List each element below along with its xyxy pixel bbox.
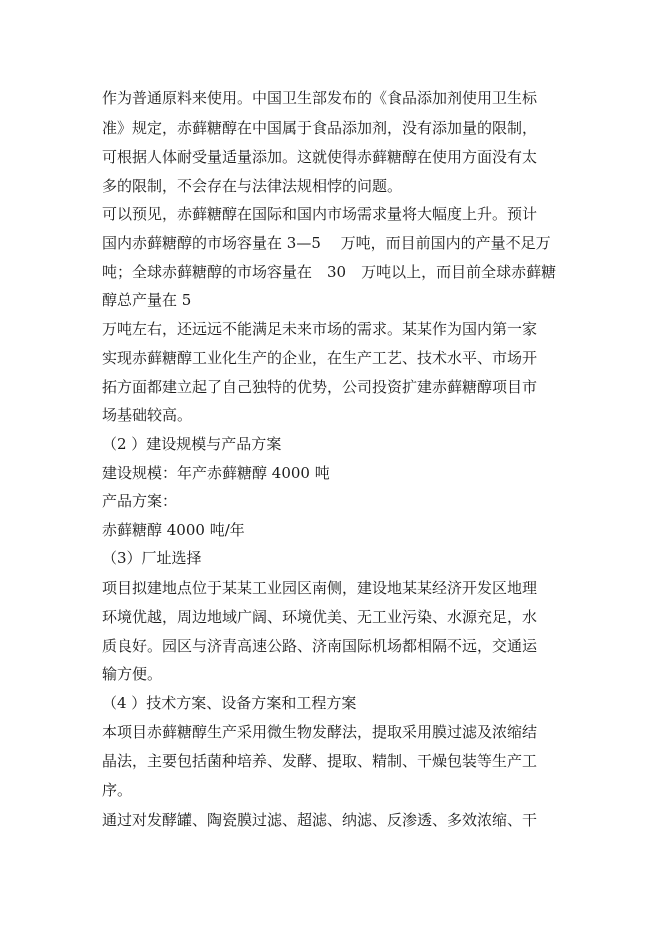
text-line: 环境优越，周边地域广阔、环境优美、无工业污染、水源充足，水 <box>102 608 538 626</box>
text-line: 晶法，主要包括菌种培养、发酵、提取、精制、干燥包装等生产工 <box>102 752 538 770</box>
text-line: 万吨左右，还远远不能满足未来市场的需求。某某作为国内第一家 <box>102 320 538 338</box>
text-line: 本项目赤藓糖醇生产采用微生物发酵法，提取采用膜过滤及浓缩结 <box>102 723 538 741</box>
text-line: 作为普通原料来使用。中国卫生部发布的《食品添加剂使用卫生标 <box>102 89 538 107</box>
text-line: 序。 <box>102 781 133 799</box>
text-line: 通过对发酵罐、陶瓷膜过滤、超滤、纳滤、反渗透、多效浓缩、干 <box>102 811 538 829</box>
text-line: 多的限制，不会存在与法律法规相悖的问题。 <box>102 177 403 195</box>
section-heading: （4 ）技术方案、设备方案和工程方案 <box>102 694 357 712</box>
text-line: 可以预见，赤藓糖醇在国际和国内市场需求量将大幅度上升。预计 <box>102 205 538 223</box>
text-line: 吨；全球赤藓糖醇的市场容量在 30 万吨以上，而目前全球赤藓糖 <box>102 263 557 281</box>
text-line: 场基础较高。 <box>102 406 193 424</box>
text-line: 产品方案： <box>102 492 178 510</box>
section-heading: （2 ）建设规模与产品方案 <box>102 435 282 453</box>
text-line: 国内赤藓糖醇的市场容量在 3—5 万吨，而目前国内的产量不足万 <box>102 234 551 252</box>
text-line: 醇总产量在 5 <box>102 291 192 309</box>
text-line: 建设规模：年产赤藓糖醇 4000 吨 <box>102 464 330 482</box>
text-line: 项目拟建地点位于某某工业园区南侧，建设地某某经济开发区地理 <box>102 579 538 597</box>
section-heading: （3）厂址选择 <box>102 549 202 567</box>
text-line: 质良好。园区与济青高速公路、济南国际机场都相隔不远，交通运 <box>102 637 538 655</box>
text-line: 拓方面都建立起了自己独特的优势，公司投资扩建赤藓糖醇项目市 <box>102 378 538 396</box>
text-line: 赤藓糖醇 4000 吨/年 <box>102 521 245 539</box>
text-line: 准》规定，赤藓糖醇在中国属于食品添加剂，没有添加量的限制， <box>102 119 538 137</box>
text-line: 输方便。 <box>102 665 163 683</box>
text-line: 实现赤藓糖醇工业化生产的企业，在生产工艺、技术水平、市场开 <box>102 349 538 367</box>
text-line: 可根据人体耐受量适量添加。这就使得赤藓糖醇在使用方面没有太 <box>102 148 538 166</box>
